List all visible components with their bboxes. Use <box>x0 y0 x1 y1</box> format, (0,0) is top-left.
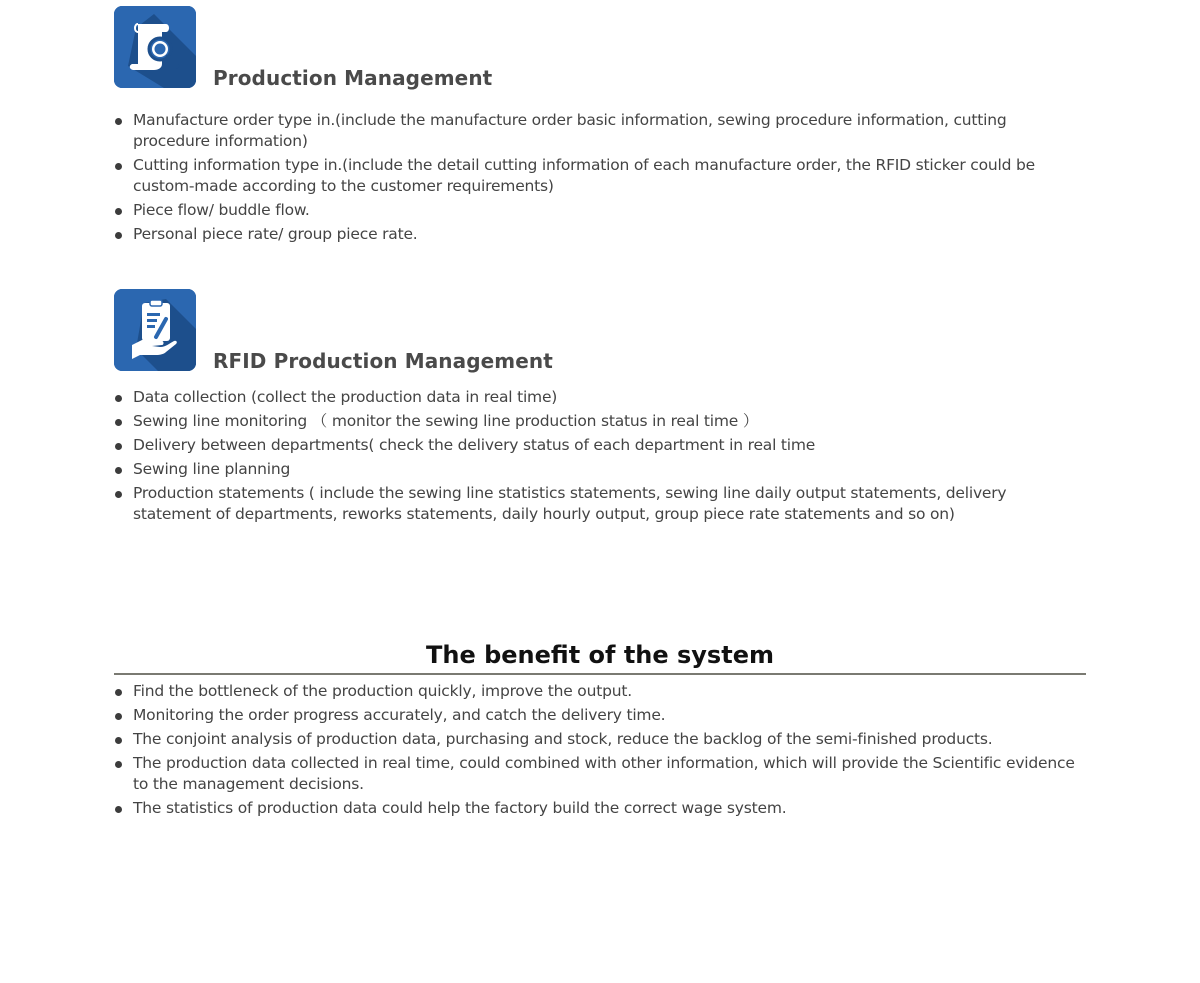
document-search-icon <box>114 6 196 88</box>
section-header <box>114 6 1086 90</box>
rfid-production-management-section <box>114 289 1086 528</box>
section-title: RFID Production Management <box>213 349 553 373</box>
list-item: The statistics of production data could help the factory build the correct wage system. <box>114 798 1086 819</box>
section-header <box>114 289 1086 373</box>
list-item: Delivery between departments( check the delivery status of each department in real time <box>114 435 1086 456</box>
list-item: Data collection (collect the production data in real time) <box>114 387 1086 408</box>
list-item: Piece flow/ buddle flow. <box>114 200 1086 221</box>
list-item: Monitoring the order progress accurately, and catch the delivery time. <box>114 705 1086 726</box>
list-item: Find the bottleneck of the production quickly, improve the output. <box>114 681 1086 702</box>
production-management-section <box>114 6 1086 248</box>
list-item: Personal piece rate/ group piece rate. <box>114 224 1086 245</box>
list-item: Cutting information type in.(include the detail cutting information of each manufacture order, the RFID sticker could be custom-made according to the customer requirements) <box>114 155 1086 197</box>
bullet-list <box>114 681 1086 819</box>
bullet-list <box>114 110 1086 245</box>
list-item: Sewing line planning <box>114 459 1086 480</box>
list-item: Sewing line monitoring （ monitor the sewing line production status in real time ） <box>114 411 1086 432</box>
list-item: Manufacture order type in.(include the manufacture order basic information, sewing procedure information, cutting procedure information) <box>114 110 1086 152</box>
benefit-section <box>114 640 1086 822</box>
benefit-heading: The benefit of the system <box>114 640 1086 675</box>
section-title: Production Management <box>213 66 493 90</box>
list-item: The conjoint analysis of production data, purchasing and stock, reduce the backlog of the semi-finished products. <box>114 729 1086 750</box>
list-item: The production data collected in real time, could combined with other information, which will provide the Scientific evidence to the management decisions. <box>114 753 1086 795</box>
clipboard-hand-icon <box>114 289 196 371</box>
bullet-list <box>114 387 1086 525</box>
list-item: Production statements ( include the sewing line statistics statements, sewing line daily output statements, delivery statement of departments, reworks statements, daily hourly output, group piece rate statements and so on) <box>114 483 1086 525</box>
